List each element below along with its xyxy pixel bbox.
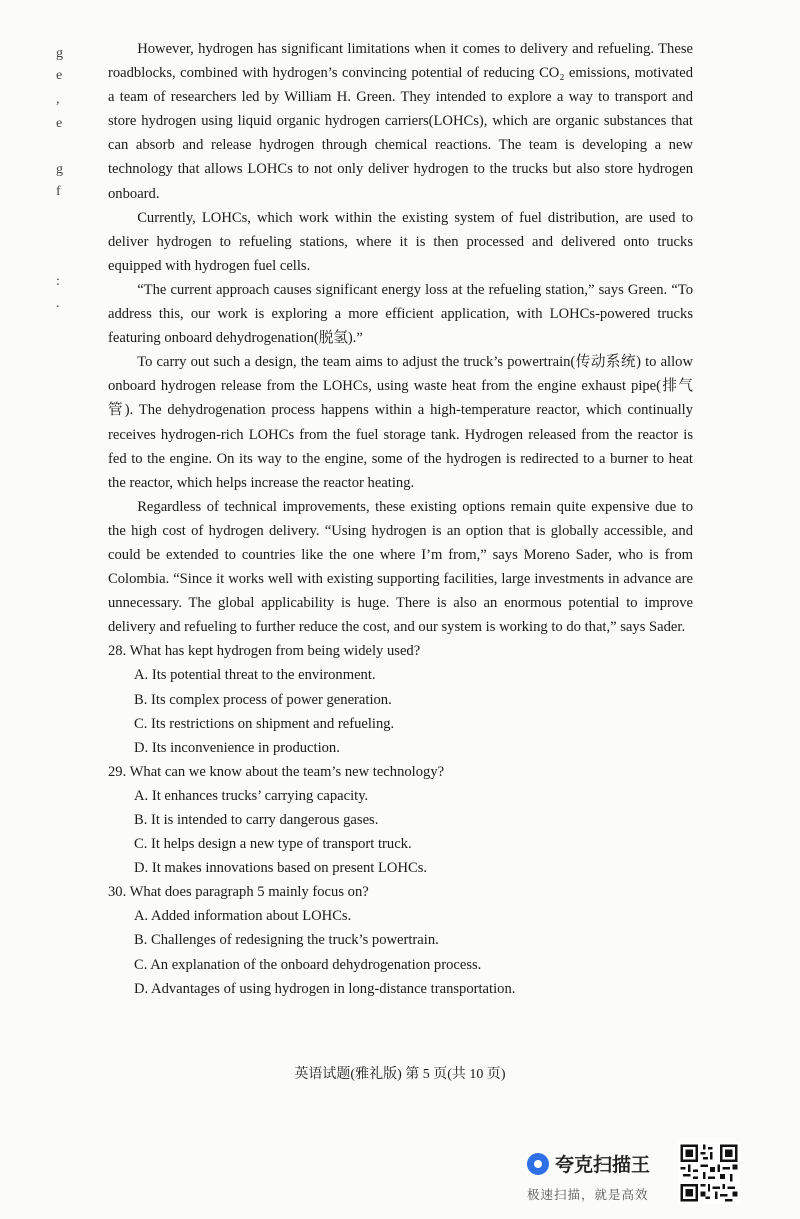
margin-mark: , xyxy=(56,92,60,107)
margin-mark: : xyxy=(56,274,60,289)
answer-option: C. Its restrictions on shipment and refueling. xyxy=(134,715,395,732)
answer-option: B. Challenges of redesigning the truck’s powertrain. xyxy=(134,932,439,949)
question-30 xyxy=(108,880,693,1000)
answer-option: A. Its potential threat to the environment. xyxy=(134,667,376,684)
scanner-logo-icon xyxy=(527,1153,549,1175)
scanner-watermark xyxy=(527,1150,667,1203)
page-footer: 英语试题(雅礼版) 第 5 页(共 10 页) xyxy=(294,1067,506,1082)
question-stem: 30. What does paragraph 5 mainly focus on? xyxy=(108,884,369,901)
answer-option: A. Added information about LOHCs. xyxy=(134,908,352,925)
margin-mark: e xyxy=(56,68,63,83)
answer-option: C. It helps design a new type of transport truck. xyxy=(134,836,412,853)
answer-option: B. Its complex process of power generation. xyxy=(134,691,392,708)
answer-option: D. Its inconvenience in production. xyxy=(134,739,340,756)
passage-paragraph: “The current approach causes significant energy loss at the refueling station,” says Green. “To address this, our work is exploring a more efficient application, with LOHCs-powered trucks featuring onboard dehydrogenation(脱氢).” xyxy=(108,281,693,347)
answer-option: D. It makes innovations based on present LOHCs. xyxy=(134,860,428,877)
answer-option: D. Advantages of using hydrogen in long-distance transportation. xyxy=(134,980,516,997)
margin-mark: e xyxy=(56,116,63,131)
question-stem: 28. What has kept hydrogen from being widely used? xyxy=(108,643,421,660)
answer-option: A. It enhances trucks’ carrying capacity. xyxy=(134,787,369,804)
margin-mark: . xyxy=(56,296,60,311)
qr-code-icon xyxy=(678,1142,740,1204)
margin-mark: f xyxy=(56,184,61,199)
answer-option: C. An explanation of the onboard dehydrogenation process. xyxy=(134,956,482,973)
margin-mark: g xyxy=(56,46,63,61)
question-stem: 29. What can we know about the team’s new technology? xyxy=(108,763,445,780)
question-28 xyxy=(108,639,693,759)
exam-content xyxy=(108,37,693,1001)
answer-option: B. It is intended to carry dangerous gases. xyxy=(134,812,379,828)
question-29 xyxy=(108,760,693,880)
brand-name: 夸克扫描王 xyxy=(555,1155,651,1176)
passage-paragraph: Regardless of technical improvements, these existing options remain quite expensive due to the high cost of hydrogen delivery. “Using hydrogen is an option that is globally accessible, and could be extended to countries like the one where I’m from,” says Moreno Sader, who is from Colombia. “Since it works well with existing supporting facilities, large investments in advance are unnecessary. The global applicability is huge. There is also an enormous potential to improve delivery and refueling to further reduce the cost, and our system is working to do that,” says Sader. xyxy=(108,498,693,636)
passage-paragraph: Currently, LOHCs, which work within the existing system of fuel distribution, are used to deliver hydrogen to refueling stations, where it is then processed and delivered onto trucks equipped with hydrogen fuel cells. xyxy=(108,209,693,274)
passage-paragraph: To carry out such a design, the team aims to adjust the truck’s powertrain(传动系统) to allow onboard hydrogen release from the LOHCs, using waste heat from the engine exhaust pipe(排气管). The dehydrogenation process happens within a high-temperature reactor, which continually receives hydrogen-rich LOHCs from the fuel storage tank. Hydrogen released from the reactor is fed to the engine. On its way to the engine, some of the hydrogen is redirected to a burner to heat the reactor, which helps increase the reactor heating. xyxy=(108,354,693,491)
margin-mark: g xyxy=(56,162,63,177)
brand-tagline: 极速扫描，就是高效 xyxy=(527,1188,649,1202)
passage-paragraph: However, hydrogen has significant limitations when it comes to delivery and refueling. These roadblocks, combined with hydrogen’s convincing potential of reducing CO₂ emissions, motivated a team of researchers led by William H. Green. They intended to explore a way to transport and store hydrogen using liquid organic hydrogen carriers(LOHCs), which are organic substances that can absorb and release hydrogen through chemical reactions. The team is developing a new technology that allows LOHCs to not only deliver hydrogen to the trucks but also store hydrogen onboard. xyxy=(108,41,693,202)
